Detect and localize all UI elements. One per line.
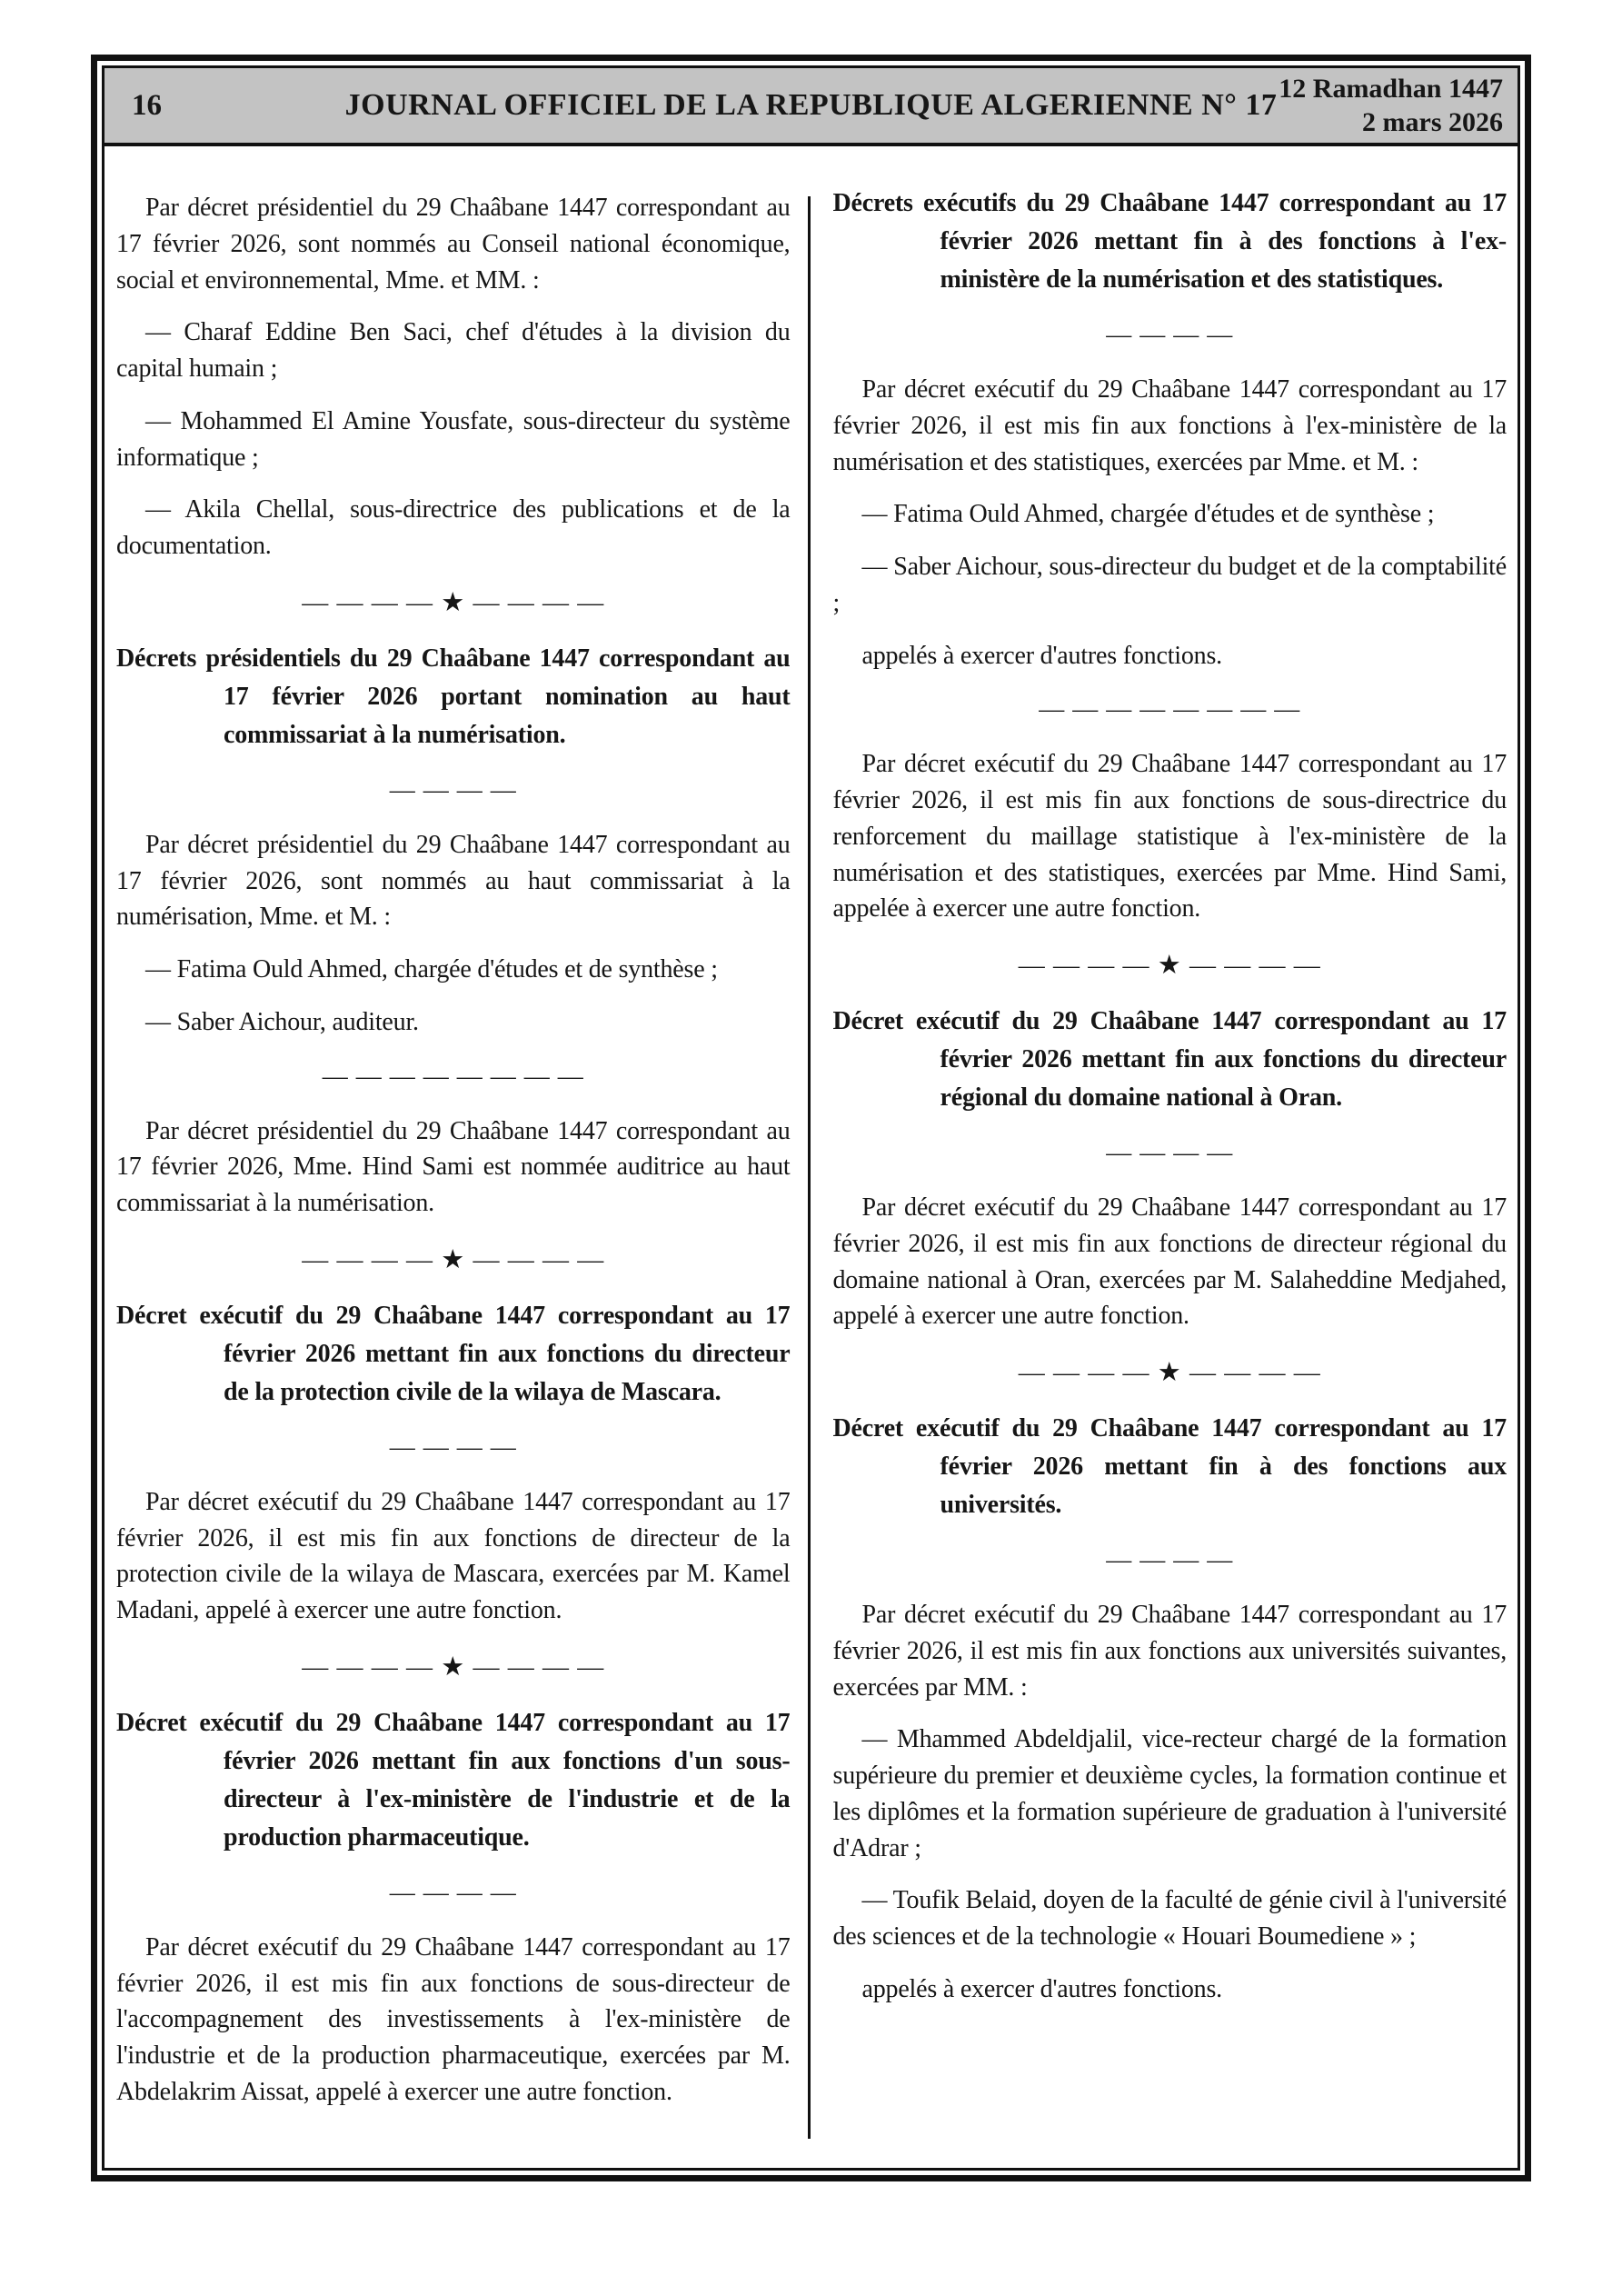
decree-paragraph: Par décret exécutif du 29 Chaâbane 1447 correspondant au 17 février 2026, il est mis fin aux fonctions de directeur de la protection civile de la wilaya de Mascara, exercées par M. Kamel Madani, appelé à exercer une autre fonction.: [116, 1487, 791, 1624]
decree-heading: Décret exécutif du 29 Chaâbane 1447 correspondant au 17 février 2026 mettant fin aux fonctions d'un sous-directeur à l'ex-ministère de l'industrie et de la production pharmaceutique.: [116, 1708, 791, 1852]
hijri-date: 12 Ramadhan 1447: [1279, 73, 1503, 104]
separator-short: — — — —: [389, 775, 517, 804]
separator-short: — — — —: [1106, 1139, 1234, 1167]
header-dates: [1279, 72, 1503, 140]
separator-star: — — — — ★ — — — —: [302, 1244, 605, 1274]
separator-star: — — — — ★ — — — —: [302, 587, 605, 617]
page-header: [104, 68, 1518, 146]
left-column: [104, 146, 808, 2168]
separator-short: — — — —: [1106, 321, 1234, 349]
decree-paragraph: Par décret exécutif du 29 Chaâbane 1447 correspondant au 17 février 2026, il est mis fin aux fonctions de sous-directrice du renforcement du maillage statistique à l'ex-ministère de la numérisation et des statistiques, exercées par Mme. Hind Sami, appelée à exercer une autre fonction.: [832, 750, 1507, 923]
decree-heading: Décrets exécutifs du 29 Chaâbane 1447 correspondant au 17 février 2026 mettant fin à des fonctions à l'ex-ministère de la numérisation et des statistiques.: [832, 189, 1507, 294]
decree-heading: Décret exécutif du 29 Chaâbane 1447 correspondant au 17 février 2026 mettant fin à des fonctions aux universités.: [832, 1414, 1507, 1519]
decree-paragraph: Par décret exécutif du 29 Chaâbane 1447 correspondant au 17 février 2026, il est mis fin aux fonctions à l'ex-ministère de la numérisation et des statistiques, exercées par Mme. et M. :: [832, 375, 1507, 476]
decree-item: — Fatima Ould Ahmed, chargée d'études et de synthèse ;: [145, 955, 718, 983]
page-number: 16: [132, 88, 162, 122]
decree-heading: Décrets présidentiels du 29 Chaâbane 1447 correspondant au 17 février 2026 portant nomination au haut commissariat à la numérisation.: [116, 644, 791, 749]
journal-title: JOURNAL OFFICIEL DE LA REPUBLIQUE ALGERIENNE N° 17: [344, 88, 1278, 122]
separator-short: — — — —: [389, 1878, 517, 1907]
page-outer-border: [91, 55, 1531, 2181]
decree-item: — Mhammed Abdeldjalil, vice-recteur chargé de la formation supérieure du premier et deuxième cycles, la formation continue et les diplômes et la formation supérieure de graduation à l'université d'Adrar ;: [832, 1725, 1507, 1862]
decree-item: — Charaf Eddine Ben Saci, chef d'études à la division du capital humain ;: [116, 318, 791, 383]
decree-paragraph: appelés à exercer d'autres fonctions.: [861, 1974, 1222, 2003]
decree-heading: Décret exécutif du 29 Chaâbane 1447 correspondant au 17 février 2026 mettant fin aux fonctions du directeur régional du domaine national à Oran.: [832, 1007, 1507, 1112]
page-inner-border: [102, 65, 1520, 2171]
page-content: [104, 146, 1518, 2168]
separator-long: — — — — — — — —: [322, 1062, 584, 1091]
decree-item: — Toufik Belaid, doyen de la faculté de génie civil à l'université des sciences et de la technologie « Houari Boumediene » ;: [832, 1886, 1507, 1951]
separator-long: — — — — — — — —: [1039, 695, 1301, 724]
decree-paragraph: Par décret exécutif du 29 Chaâbane 1447 correspondant au 17 février 2026, il est mis fin aux fonctions de directeur régional du domaine national à Oran, exercées par M. Salaheddine Medjahed, appelé à exercer une autre fonction.: [832, 1193, 1507, 1331]
right-column: [811, 146, 1518, 2168]
decree-item: — Fatima Ould Ahmed, chargée d'études et de synthèse ;: [861, 500, 1435, 529]
decree-paragraph: appelés à exercer d'autres fonctions.: [861, 641, 1222, 670]
decree-item: — Mohammed El Amine Yousfate, sous-directeur du système informatique ;: [116, 406, 791, 472]
separator-star: — — — — ★ — — — —: [302, 1652, 605, 1682]
separator-star: — — — — ★ — — — —: [1018, 1358, 1321, 1387]
decree-item: — Saber Aichour, sous-directeur du budget et de la comptabilité ;: [832, 553, 1507, 617]
decree-paragraph: Par décret exécutif du 29 Chaâbane 1447 correspondant au 17 février 2026, il est mis fin aux fonctions aux universités suivantes, exercées par MM. :: [832, 1601, 1507, 1702]
decree-paragraph: Par décret présidentiel du 29 Chaâbane 1447 correspondant au 17 février 2026, sont nommés au Conseil national économique, social et environnemental, Mme. et MM. :: [116, 194, 791, 294]
decree-heading: Décret exécutif du 29 Chaâbane 1447 correspondant au 17 février 2026 mettant fin aux fonctions du directeur de la protection civile de la wilaya de Mascara.: [116, 1301, 791, 1406]
separator-short: — — — —: [1106, 1546, 1234, 1574]
decree-item: — Saber Aichour, auditeur.: [145, 1007, 419, 1036]
decree-paragraph: Par décret présidentiel du 29 Chaâbane 1447 correspondant au 17 février 2026, sont nommés au haut commissariat à la numérisation, Mme. et M. :: [116, 830, 791, 932]
gregorian-date: 2 mars 2026: [1362, 107, 1503, 137]
decree-item: — Akila Chellal, sous-directrice des publications et de la documentation.: [116, 495, 791, 560]
decree-paragraph: Par décret exécutif du 29 Chaâbane 1447 correspondant au 17 février 2026, il est mis fin aux fonctions de sous-directeur de l'accompagnement des investissements à l'ex-ministère de l'industrie et de la production pharmaceutique, exercées par M. Abdelakrim Aissat, appelé à exercer une autre fonction.: [116, 1932, 791, 2106]
separator-star: — — — — ★ — — — —: [1018, 951, 1321, 980]
decree-paragraph: Par décret présidentiel du 29 Chaâbane 1447 correspondant au 17 février 2026, Mme. Hind Sami est nommée auditrice au haut commissariat à la numérisation.: [116, 1116, 791, 1217]
separator-short: — — — —: [389, 1433, 517, 1462]
